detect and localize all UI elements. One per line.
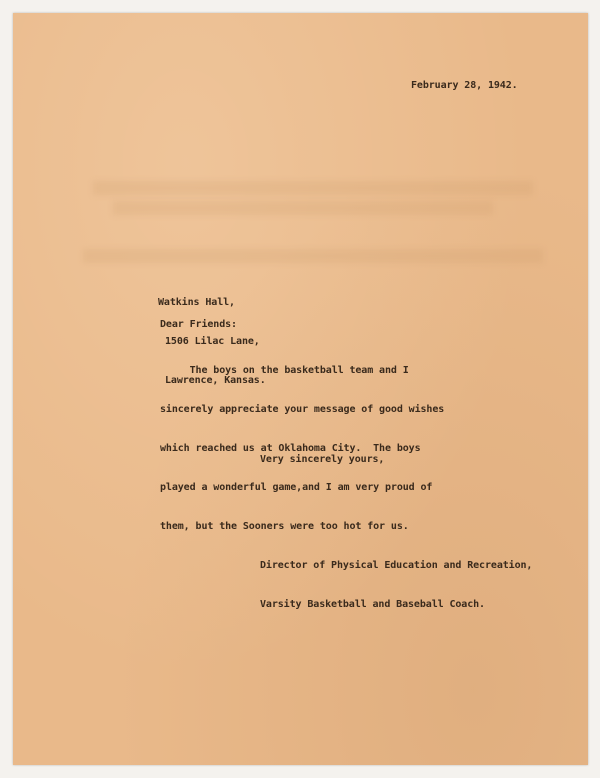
- address-line: Lawrence, Kansas.: [165, 375, 266, 386]
- signature-block: [260, 533, 532, 637]
- body-line: which reached us at Oklahoma City. The boys: [160, 443, 421, 454]
- faint-bleed-through: [113, 201, 493, 215]
- address-line: Watkins Hall,: [158, 297, 235, 308]
- faint-bleed-through: [93, 181, 533, 195]
- body-line: them, but the Sooners were too hot for us.: [160, 521, 409, 532]
- letter-page: [13, 13, 588, 765]
- letter-body: [160, 338, 444, 559]
- body-line: sincerely appreciate your message of good wishes: [160, 404, 445, 415]
- faint-bleed-through: [83, 249, 543, 263]
- salutation: Dear Friends:: [160, 319, 237, 330]
- address-line: 1506 Lilac Lane,: [165, 336, 260, 347]
- body-line: played a wonderful game,and I am very proud of: [160, 482, 433, 493]
- signature-title-line: Director of Physical Education and Recreation,: [260, 560, 533, 571]
- letter-date: February 28, 1942.: [411, 80, 518, 91]
- body-line: The boys on the basketball team and I: [160, 365, 409, 376]
- signature-title-line: Varsity Basketball and Baseball Coach.: [260, 599, 485, 610]
- closing: Very sincerely yours,: [260, 454, 385, 465]
